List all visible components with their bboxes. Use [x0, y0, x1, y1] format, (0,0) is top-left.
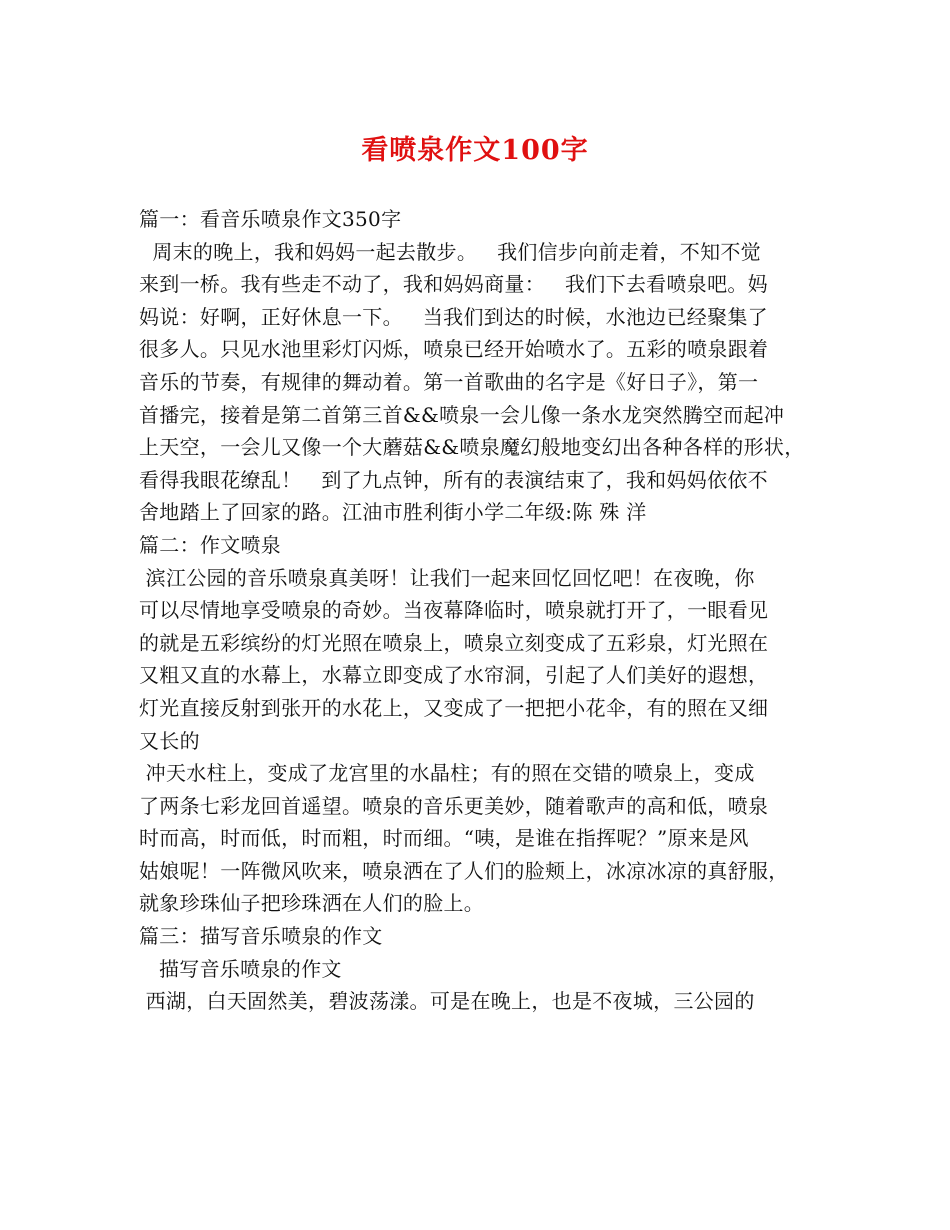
document-title: 看喷泉作文100字	[361, 135, 589, 166]
text-line: 很多人。只见水池里彩灯闪烁，喷泉已经开始喷水了。五彩的喷泉跟着	[139, 337, 769, 362]
text-line: 时而高，时而低，时而粗，时而细。“咦，是谁在指挥呢？”原来是风	[139, 826, 749, 851]
text-line: 灯光直接反射到张开的水花上，又变成了一把把小花伞，有的照在又细	[139, 695, 769, 720]
text-line: 的就是五彩缤纷的灯光照在喷泉上，喷泉立刻变成了五彩泉，灯光照在	[139, 630, 769, 655]
text-line: 西湖，白天固然美，碧波荡漾。可是在晚上，也是不夜城，三公园的	[139, 989, 755, 1014]
text-line: 又长的	[139, 728, 200, 753]
text-line: 舍地踏上了回家的路。江油市胜利街小学二年级:陈 殊 洋	[139, 500, 647, 525]
text-line: 妈说：好啊，正好休息一下。 当我们到达的时候，水池边已经聚集了	[139, 304, 768, 329]
text-line: 滨江公园的音乐喷泉真美呀！让我们一起来回忆回忆吧！在夜晚，你	[139, 565, 755, 590]
text-line: 篇二：作文喷泉	[139, 532, 282, 557]
text-line: 可以尽情地享受喷泉的奇妙。当夜幕降临时，喷泉就打开了，一眼看见	[139, 598, 769, 623]
text-line: 了两条七彩龙回首遥望。喷泉的音乐更美妙，随着歌声的高和低，喷泉	[139, 793, 769, 818]
text-line: 周末的晚上，我和妈妈一起去散步。 我们信步向前走着，不知不觉	[139, 239, 761, 264]
text-line: 冲天水柱上，变成了龙宫里的水晶柱；有的照在交错的喷泉上，变成	[139, 761, 755, 786]
text-line: 描写音乐喷泉的作文	[139, 956, 342, 981]
text-line: 首播完，接着是第二首第三首&&喷泉一会儿像一条水龙突然腾空而起冲	[139, 402, 785, 427]
text-line: 篇三：描写音乐喷泉的作文	[139, 924, 383, 949]
text-line: 又粗又直的水幕上，水幕立即变成了水帘洞，引起了人们美好的遐想，	[139, 663, 769, 688]
text-line: 看得我眼花缭乱！ 到了九点钟，所有的表演结束了，我和妈妈依依不	[139, 467, 768, 492]
text-line: 来到一桥。我有些走不动了，我和妈妈商量： 我们下去看喷泉吧。妈	[139, 272, 768, 297]
text-line: 篇一：看音乐喷泉作文350字	[139, 207, 402, 231]
text-line: 音乐的节奏，有规律的舞动着。第一首歌曲的名字是《好日子》，第一	[139, 369, 759, 394]
text-line: 姑娘呢！一阵微风吹来，喷泉洒在了人们的脸颊上，冰凉冰凉的真舒服，	[139, 858, 789, 883]
document-body	[139, 203, 819, 1018]
text-line: 就象珍珠仙子把珍珠洒在人们的脸上。	[139, 891, 485, 916]
text-line: 上天空，一会儿又像一个大蘑菇&&喷泉魔幻般地变幻出各种各样的形状，	[139, 435, 805, 460]
